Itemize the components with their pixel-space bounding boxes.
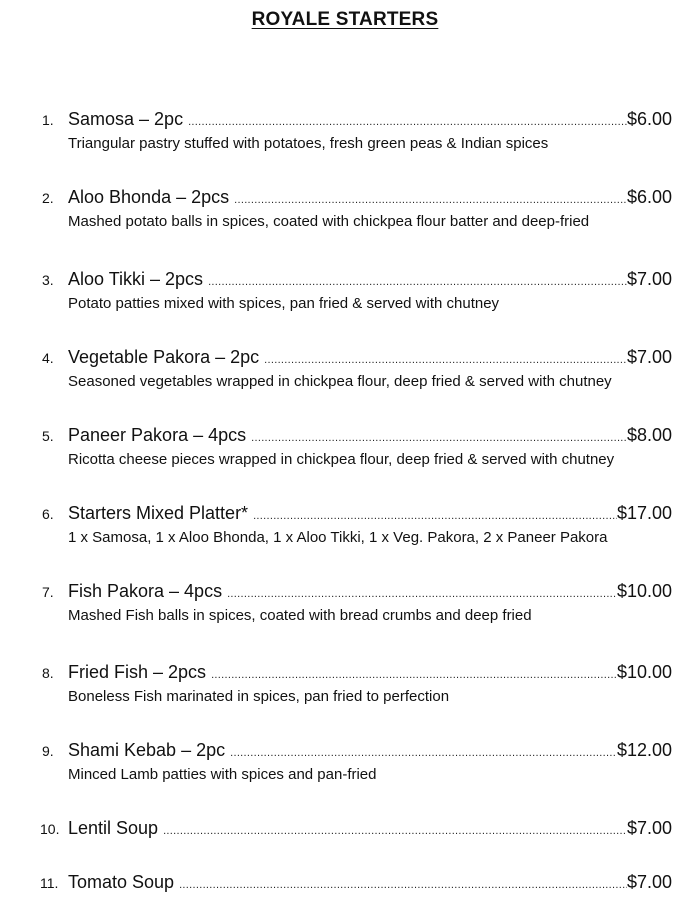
item-number: 9. bbox=[42, 743, 54, 759]
item-name: Paneer Pakora – 4pcs bbox=[68, 425, 247, 445]
item-description: Triangular pastry stuffed with potatoes, fresh green peas & Indian spices bbox=[68, 135, 549, 152]
item-number: 8. bbox=[42, 665, 54, 681]
item-number: 10. bbox=[40, 821, 60, 837]
dot-leader bbox=[188, 111, 627, 133]
item-description: Seasoned vegetables wrapped in chickpea flour, deep fried & served with chutney bbox=[68, 373, 612, 390]
item-number: 6. bbox=[42, 506, 54, 522]
item-price: $6.00 bbox=[626, 109, 672, 129]
item-line bbox=[68, 661, 672, 686]
item-name: Tomato Soup bbox=[68, 872, 175, 892]
item-description: Minced Lamb patties with spices and pan-fried bbox=[68, 766, 377, 783]
item-name: Starters Mixed Platter* bbox=[68, 503, 249, 523]
item-line bbox=[68, 817, 672, 842]
item-price: $12.00 bbox=[616, 740, 672, 760]
item-number: 4. bbox=[42, 350, 54, 366]
item-price: $6.00 bbox=[626, 187, 672, 207]
item-line bbox=[68, 346, 672, 371]
item-line bbox=[68, 108, 672, 133]
item-price: $8.00 bbox=[626, 425, 672, 445]
item-price: $10.00 bbox=[616, 662, 672, 682]
item-number: 5. bbox=[42, 428, 54, 444]
item-price: $7.00 bbox=[626, 347, 672, 367]
dot-leader bbox=[208, 271, 627, 293]
item-name: Lentil Soup bbox=[68, 818, 159, 838]
dot-leader bbox=[234, 189, 627, 211]
item-description: Boneless Fish marinated in spices, pan fried to perfection bbox=[68, 688, 450, 705]
page-title: ROYALE STARTERS bbox=[251, 9, 439, 30]
dot-leader bbox=[264, 349, 627, 371]
item-number: 2. bbox=[42, 190, 54, 206]
item-name: Fried Fish – 2pcs bbox=[68, 662, 207, 682]
item-number: 3. bbox=[42, 272, 54, 288]
item-price: $7.00 bbox=[626, 818, 672, 838]
dot-leader bbox=[251, 427, 627, 449]
dot-leader bbox=[211, 664, 617, 686]
dot-leader bbox=[253, 505, 617, 527]
item-name: Fish Pakora – 4pcs bbox=[68, 581, 223, 601]
item-description: 1 x Samosa, 1 x Aloo Bhonda, 1 x Aloo Tikki, 1 x Veg. Pakora, 2 x Paneer Pakora bbox=[68, 529, 608, 546]
item-name: Shami Kebab – 2pc bbox=[68, 740, 226, 760]
item-description: Mashed potato balls in spices, coated with chickpea flour batter and deep-fried bbox=[68, 213, 590, 230]
item-name: Aloo Tikki – 2pcs bbox=[68, 269, 204, 289]
item-name: Vegetable Pakora – 2pc bbox=[68, 347, 260, 367]
item-line bbox=[68, 580, 672, 605]
item-price: $7.00 bbox=[626, 872, 672, 892]
item-number: 11. bbox=[40, 875, 59, 891]
item-description: Mashed Fish balls in spices, coated with bread crumbs and deep fried bbox=[68, 607, 532, 624]
item-line bbox=[68, 502, 672, 527]
item-line bbox=[68, 186, 672, 211]
item-price: $17.00 bbox=[616, 503, 672, 523]
item-line bbox=[68, 424, 672, 449]
dot-leader bbox=[230, 742, 617, 764]
item-line bbox=[68, 871, 672, 896]
item-line bbox=[68, 268, 672, 293]
item-name: Samosa – 2pc bbox=[68, 109, 184, 129]
item-description: Potato patties mixed with spices, pan fried & served with chutney bbox=[68, 295, 500, 312]
item-price: $10.00 bbox=[616, 581, 672, 601]
dot-leader bbox=[227, 583, 617, 605]
dot-leader bbox=[163, 820, 627, 842]
item-line bbox=[68, 739, 672, 764]
item-price: $7.00 bbox=[626, 269, 672, 289]
dot-leader bbox=[179, 874, 627, 896]
item-description: Ricotta cheese pieces wrapped in chickpea flour, deep fried & served with chutney bbox=[68, 451, 615, 468]
item-number: 7. bbox=[42, 584, 54, 600]
item-number: 1. bbox=[42, 112, 54, 128]
item-name: Aloo Bhonda – 2pcs bbox=[68, 187, 230, 207]
